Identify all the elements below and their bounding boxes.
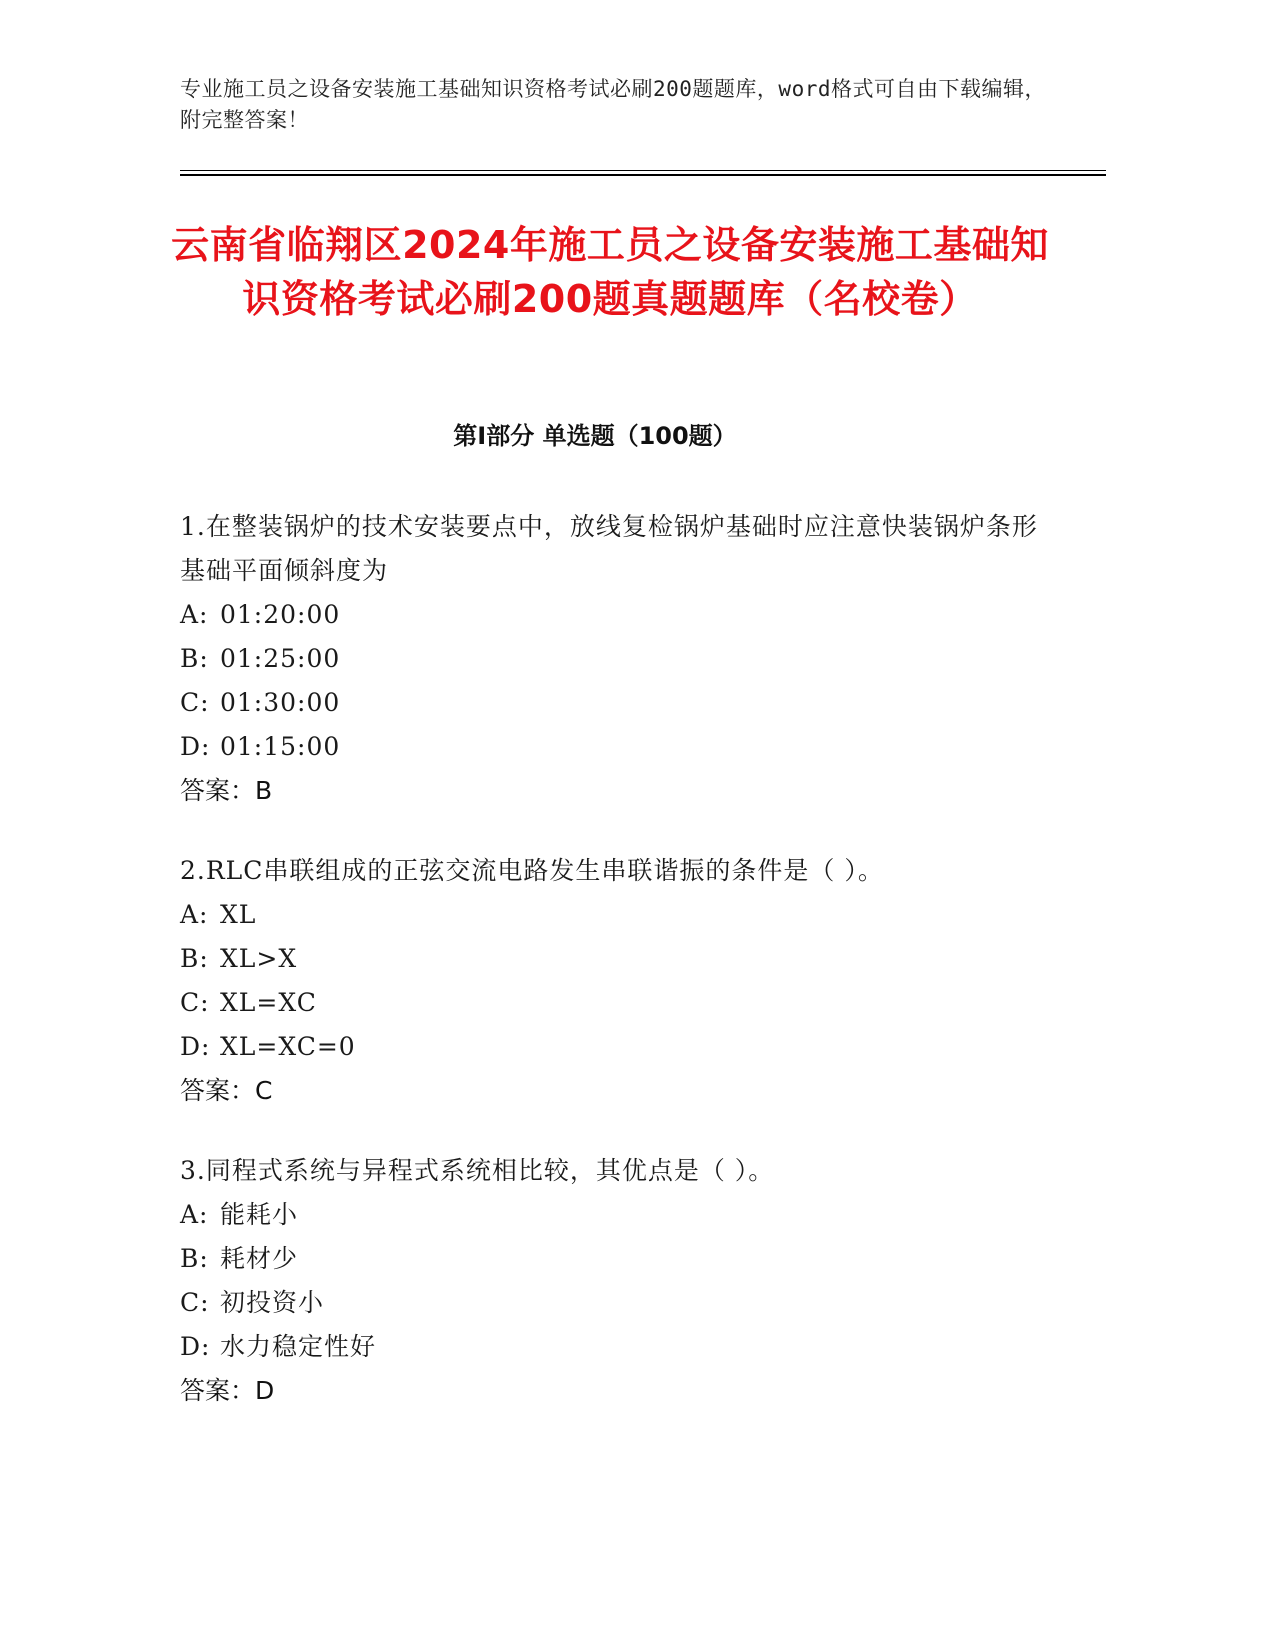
option-c [180, 981, 1060, 1025]
option-a [180, 1193, 1060, 1237]
option-d [180, 1325, 1060, 1369]
question-list [180, 505, 1060, 1449]
option-b [180, 937, 1060, 981]
option-label: D: [180, 732, 211, 761]
option-text: 01:25:00 [220, 644, 341, 673]
question-stem: 3.同程式系统与异程式系统相比较，其优点是（ ）。 [180, 1156, 775, 1185]
option-label: B: [180, 1244, 209, 1273]
header-divider-thick [180, 174, 1106, 176]
option-text: 01:15:00 [220, 732, 341, 761]
option-label: B: [180, 644, 209, 673]
option-label: C: [180, 988, 210, 1017]
option-text: XL [220, 900, 257, 929]
option-label: D: [180, 1032, 211, 1061]
option-d [180, 1025, 1060, 1069]
option-label: A: [180, 600, 209, 629]
option-label: A: [180, 1200, 209, 1229]
option-text: XL=XC=0 [220, 1032, 356, 1061]
option-text: 能耗小 [220, 1200, 299, 1229]
option-text: XL>X [220, 944, 298, 973]
header-divider-thin [180, 170, 1106, 171]
section-title: 第I部分 单选题（100题） [453, 422, 737, 450]
option-text: 01:20:00 [220, 600, 341, 629]
document-title: 云南省临翔区2024年施工员之设备安装施工基础知识资格考试必刷200题真题题库（名校卷） [171, 223, 1049, 321]
option-text: 初投资小 [220, 1288, 325, 1317]
option-c [180, 1281, 1060, 1325]
option-a [180, 893, 1060, 937]
option-text: 水力稳定性好 [220, 1332, 377, 1361]
answer-line: 答案：D [180, 1376, 275, 1405]
option-text: XL=XC [220, 988, 317, 1017]
question-1 [180, 505, 1060, 813]
answer-line: 答案：C [180, 1076, 273, 1105]
option-a [180, 593, 1060, 637]
option-label: B: [180, 944, 209, 973]
option-b [180, 1237, 1060, 1281]
option-c [180, 681, 1060, 725]
option-label: C: [180, 688, 210, 717]
option-label: C: [180, 1288, 210, 1317]
option-text: 01:30:00 [220, 688, 341, 717]
question-stem: 2.RLC串联组成的正弦交流电路发生串联谐振的条件是（ ）。 [180, 856, 884, 885]
option-d [180, 725, 1060, 769]
question-3 [180, 1149, 1060, 1413]
option-b [180, 637, 1060, 681]
option-text: 耗材少 [220, 1244, 299, 1273]
question-2 [180, 849, 1060, 1113]
option-label: D: [180, 1332, 211, 1361]
answer-line: 答案：B [180, 776, 273, 805]
question-stem: 1.在整装锅炉的技术安装要点中，放线复检锅炉基础时应注意快装锅炉条形基础平面倾斜度为 [180, 512, 1038, 585]
option-label: A: [180, 900, 209, 929]
header-note: 专业施工员之设备安装施工基础知识资格考试必刷200题题库，word格式可自由下载编辑，附完整答案！ [180, 77, 1046, 132]
